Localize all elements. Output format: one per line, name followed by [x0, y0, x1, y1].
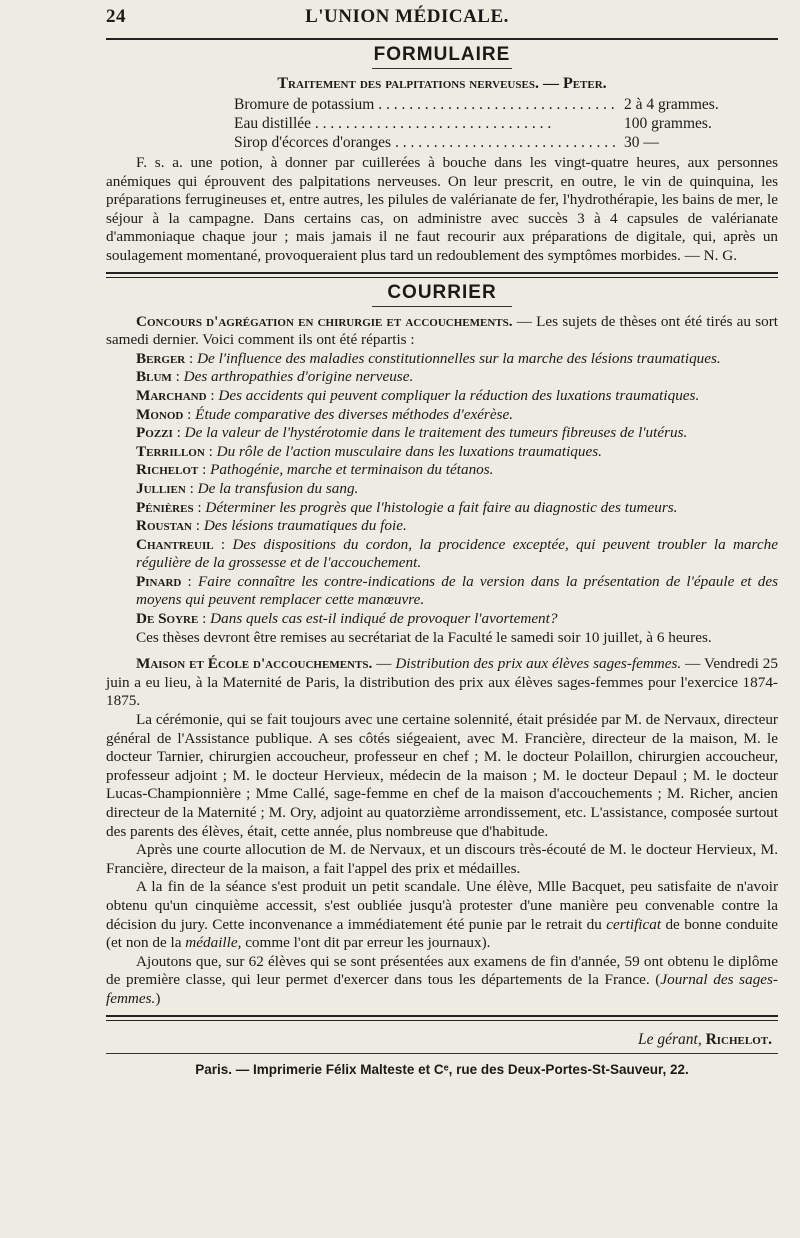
- thesis-subject: Des arthropathies d'origine nerveuse.: [183, 368, 414, 386]
- printer-imprint: Paris. — Imprimerie Félix Malteste et Cᵉ, rue des Deux-Portes-St-Sauveur, 22.: [195, 1061, 689, 1077]
- header-rule: [106, 38, 778, 40]
- maison-p4-text: de bonne conduite (et non de la: [106, 915, 779, 952]
- courrier-title-rule: [372, 306, 512, 307]
- maison-subject: Distribution des prix aux élèves sages-femmes.: [395, 655, 682, 673]
- list-item: Monod : Étude comparative des diverses méthodes d'exérèse.: [136, 405, 514, 423]
- courrier-title: COURRIER: [387, 281, 497, 303]
- candidate-name: Roustan: [136, 517, 192, 535]
- ingredient-row: [234, 95, 744, 114]
- thesis-subject: Faire connaître les contre-indications de la version dans la présentation de l'épaule et des moyens qui peuvent remplacer cette manœuvre.: [136, 572, 778, 609]
- formulaire-title: FORMULAIRE: [373, 44, 511, 65]
- maison-paragraph-4: [106, 878, 778, 952]
- running-head: [106, 6, 778, 34]
- thesis-subject: Pathogénie, marche et terminaison du tétanos.: [210, 461, 494, 479]
- formulaire-title-rule: [372, 68, 512, 69]
- list-item: Roustan : Des lésions traumatiques du foie.: [136, 517, 407, 535]
- candidate-name: Pozzi: [136, 424, 173, 442]
- candidate-name: Pinard: [136, 572, 182, 590]
- medaille-word: médaille: [185, 934, 238, 952]
- concours-paragraph: [106, 313, 778, 350]
- concours-heading: Concours d'agrégation en chirurgie et accouchements.: [136, 312, 513, 330]
- gerant-name: Richelot.: [705, 1030, 772, 1048]
- candidate-name: Pénières: [136, 498, 194, 516]
- thesis-subject: De la valeur de l'hystérotomie dans le traitement des tumeurs fibreuses de l'utérus.: [184, 424, 688, 442]
- candidate-name: Richelot: [136, 461, 199, 479]
- maison-p5-text: Ajoutons que, sur 62 élèves qui se sont présentées aux examens de fin d'année, 59 ont obtenu le diplôme de première classe, qui leur permet d'exercer dans tous les départements de la France. (: [106, 952, 778, 989]
- thesis-subject: Déterminer les progrès que l'histologie a fait faire au diagnostic des tumeurs.: [205, 498, 678, 516]
- ingredient-row: [234, 114, 744, 133]
- thesis-subject: Étude comparative des diverses méthodes d'exérèse.: [195, 405, 514, 423]
- candidate-name: De Soyre: [136, 610, 199, 628]
- concours-intro: — Les sujets de thèses ont été tirés au sort samedi dernier. Voici comment ils ont été répartis :: [106, 312, 778, 349]
- list-item: Pinard : Faire connaître les contre-indications de la version dans la présentation de l'épaule et des moyens qui peuvent remplacer cette manœuvre.: [136, 572, 778, 609]
- ingredient-qty: 30 —: [618, 133, 744, 152]
- maison-p5-text: ): [155, 989, 161, 1007]
- list-item: Blum : Des arthropathies d'origine nerveuse.: [136, 368, 414, 386]
- thesis-subject: De l'influence des maladies constitutionnelles sur la marche des lésions traumatiques.: [197, 349, 721, 367]
- certificat-word: certificat: [606, 915, 662, 933]
- list-item: De Soyre : Dans quels cas est-il indiqué de provoquer l'avortement?: [136, 610, 558, 628]
- ingredient-qty: 100 grammes.: [618, 114, 744, 133]
- ingredient-name: Eau distillée . . .: [234, 114, 618, 133]
- maison-heading: Maison et École d'accouchements.: [136, 655, 373, 673]
- list-item: Richelot : Pathogénie, marche et terminaison du tétanos.: [136, 461, 494, 479]
- gerant-label: Le gérant,: [637, 1030, 702, 1048]
- thesis-subject: Des lésions traumatiques du foie.: [203, 517, 407, 535]
- paragraph-gap: [106, 647, 778, 655]
- candidate-name: Jullien: [136, 479, 186, 497]
- ingredient-name: Sirop d'écorces d'oranges . . .: [234, 133, 618, 152]
- thesis-subject: Du rôle de l'action musculaire dans les luxations traumatiques.: [216, 442, 602, 460]
- list-item: Pozzi : De la valeur de l'hystérotomie dans le traitement des tumeurs fibreuses de l'utérus.: [136, 424, 688, 442]
- maison-p1-rest: — Vendredi 25 juin a eu lieu, à la Maternité de Paris, la distribution des prix aux élèves sages-femmes pour l'exercice 1874-1875.: [106, 655, 778, 710]
- ingredient-qty: 2 à 4 grammes.: [618, 95, 744, 114]
- theses-note: Ces thèses devront être remises au secrétariat de la Faculté le samedi soir 10 juillet, à 6 heures.: [136, 628, 712, 646]
- candidate-name: Terrillon: [136, 442, 205, 460]
- recipe-title: Traitement des palpitations nerveuses. — Peter.: [277, 75, 607, 92]
- candidate-name: Berger: [136, 349, 186, 367]
- maison-p4-text: , comme l'ont dit par erreur les journaux).: [237, 934, 491, 952]
- recipe-ingredients: [234, 95, 744, 152]
- footer-divider: [106, 1015, 778, 1021]
- candidate-name: Chantreuil: [136, 535, 214, 553]
- theses-list: [106, 350, 778, 629]
- thesis-subject: Des accidents qui peuvent compliquer la réduction des luxations traumatiques.: [218, 386, 700, 404]
- list-item: Jullien : De la transfusion du sang.: [136, 479, 359, 497]
- list-item: Marchand : Des accidents qui peuvent compliquer la réduction des luxations traumatiques.: [136, 386, 700, 404]
- thesis-subject: Des dispositions du cordon, la procidence exceptée, qui peuvent troubler la marche régulière de la grossesse et de l'accouchement.: [136, 535, 778, 572]
- list-item: Pénières : Déterminer les progrès que l'histologie a fait faire au diagnostic des tumeurs.: [136, 498, 678, 516]
- page-number: 24: [106, 6, 126, 27]
- journal-title: L'UNION MÉDICALE.: [305, 6, 509, 27]
- maison-paragraph-2: La cérémonie, qui se fait toujours avec une certaine solennité, était présidée par M. de Nervaux, directeur général de l'Assistance publique. A ses côtés siégeaient, avec M. Francière, directeur de la maison, M. le docteur Tarnier, chirurgien accoucheur, professeur en chef ; M. le docteur Polaillon, chirurgien accoucheur, professeur adjoint ; M. le docteur Hervieux, médecin de la maison ; M. le docteur Depaul ; M. le docteur Lucas-Championnière ; Mme Callé, sage-femme en chef de la maison d'accouchements ; M. Richer, ancien directeur de la Maternité ; M. Ory, adjoint au quatorzième arrondissement, etc. L'assistance, composée surtout des parents des élèves, était, cette année, plus nombreuse que d'habitude.: [106, 711, 778, 840]
- candidate-name: Marchand: [136, 386, 207, 404]
- maison-p4-text: A la fin de la séance s'est produit un petit scandale. Une élève, Mlle Bacquet, peu satisfaite de n'avoir obtenu qu'un cinquième accessit, s'est oubliée jusqu'à protester d'une manière peu convenable contre la décision du jury. Cette inconvenance a immédiatement été punie par le retrait du: [106, 878, 778, 933]
- maison-paragraph-3: Après une courte allocution de M. de Nervaux, et un discours très-écouté de M. le docteur Hervieux, M. Francière, directeur de la maison, a fait l'appel des prix et médailles.: [106, 841, 778, 877]
- list-item: Berger : De l'influence des maladies constitutionnelles sur la marche des lésions traumatiques.: [136, 349, 721, 367]
- candidate-name: Monod: [136, 405, 184, 423]
- ingredient-row: [234, 133, 744, 152]
- thesis-subject: De la transfusion du sang.: [197, 479, 359, 497]
- maison-paragraph-5: [106, 953, 778, 1009]
- maison-paragraph-1: Maison et École d'accouchements. — Distribution des prix aux élèves sages-femmes. — Vendredi 25 juin a eu lieu, à la Maternité de Paris, la distribution des prix aux élèves sages-femmes pour l'exercice 1874-1875.: [106, 655, 778, 710]
- gerant-signature: [106, 1031, 778, 1049]
- list-item: Chantreuil : Des dispositions du cordon, la procidence exceptée, qui peuvent troubler la marche régulière de la grossesse et de l'accouchement.: [136, 535, 778, 572]
- formulaire-body: F. s. a. une potion, à donner par cuillerées à bouche dans les vingt-quatre heures, aux personnes anémiques qui éprouvent des palpitations nerveuses. On leur prescrit, en outre, le vin de quinquina, les préparations ferrugineuses et, entre autres, les pilules de valérianate de fer, l'hydrothérapie, les bains de mer, le séjour à la campagne. Dans certains cas, on administre avec succès 3 à 4 capsules de valérianate d'ammoniaque chaque jour ; mais jamais il ne faut recourir aux préparations de digitale, qui, après un soulagement momentané, provoqueraient plus tard un redoublement des symptômes morbides. — N. G.: [106, 154, 778, 264]
- imprint-rule: [106, 1053, 778, 1054]
- candidate-name: Blum: [136, 368, 172, 386]
- ingredient-name: Bromure de potassium . . .: [234, 95, 618, 114]
- section-divider: [106, 272, 778, 278]
- source-citation: Journal des sages-femmes.: [106, 971, 778, 1007]
- thesis-subject: Dans quels cas est-il indiqué de provoquer l'avortement?: [210, 610, 558, 628]
- list-item: Terrillon : Du rôle de l'action musculaire dans les luxations traumatiques.: [136, 442, 602, 460]
